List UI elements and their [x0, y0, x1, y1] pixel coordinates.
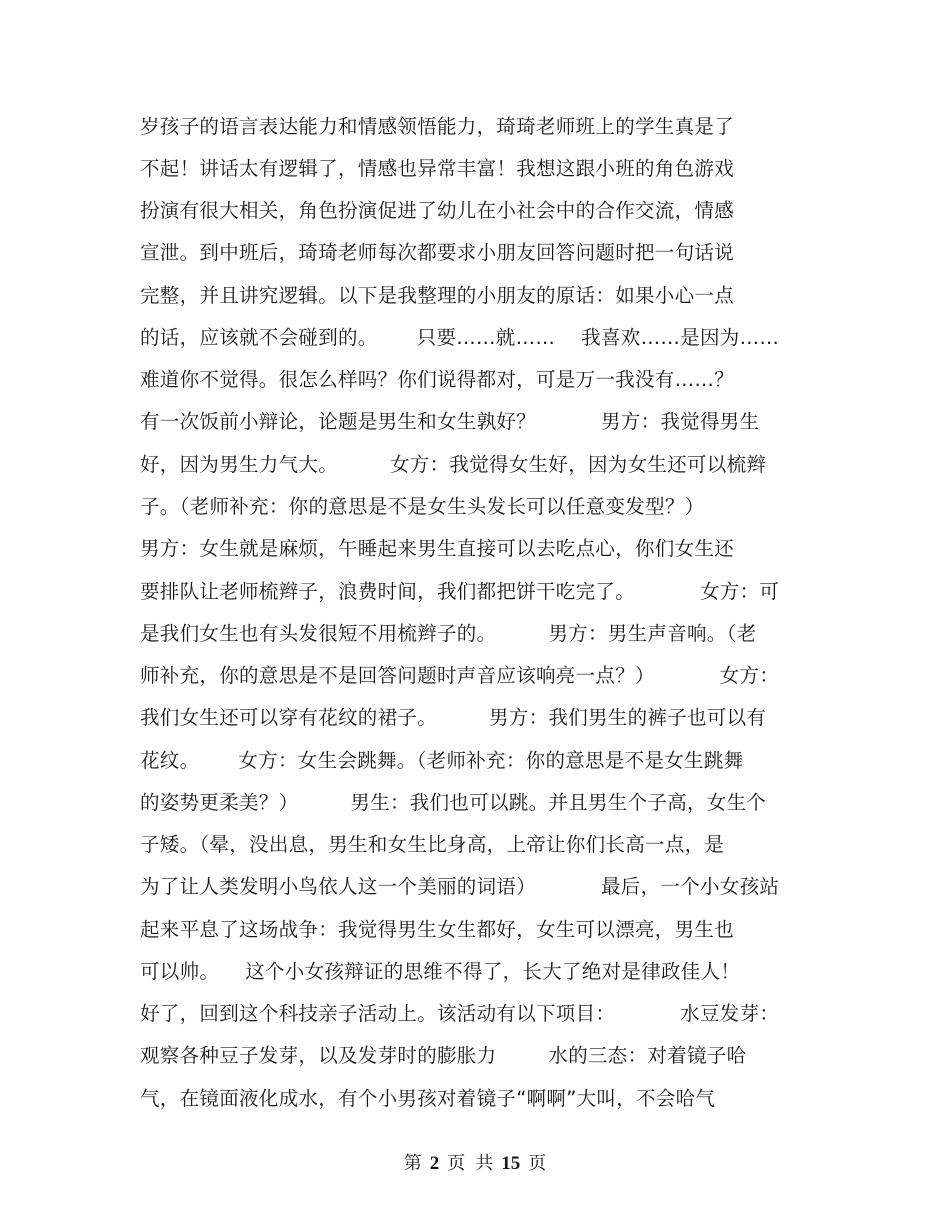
text-line: 扮演有很大相关，角色扮演促进了幼儿在小社会中的合作交流，情感 [140, 199, 735, 222]
text-line: 好，因为男生力气大。 女方：我觉得女生好，因为女生还可以梳辫 [140, 453, 767, 476]
text-line: 师补充，你的意思是不是回答问题时声音应该响亮一点？） 女方： [140, 664, 780, 687]
page-current: 2 [429, 1153, 440, 1174]
text-line: 花纹。 女方：女生会跳舞。（老师补充：你的意思是不是女生跳舞 [140, 749, 744, 772]
text-line: 宣泄。到中班后，琦琦老师每次都要求小朋友回答问题时把一句话说 [140, 241, 735, 264]
text-line: 观察各种豆子发芽，以及发芽时的膨胀力 水的三态：对着镜子哈 [140, 1044, 747, 1067]
text-line: 好了，回到这个科技亲子活动上。该活动有以下项目： 水豆发芽： [140, 1002, 780, 1025]
footer-suffix: 页 [528, 1153, 547, 1174]
text-line: 为了让人类发明小鸟依人这一个美丽的词语） 最后，一个小女孩站 [140, 875, 780, 898]
text-line: 不起！讲话太有逻辑了，情感也异常丰富！我想这跟小班的角色游戏 [140, 157, 735, 180]
text-line: 子矮。（晕，没出息，男生和女生比身高，上帝让你们长高一点，是 [140, 833, 725, 856]
text-line: 完整，并且讲究逻辑。以下是我整理的小朋友的原话：如果小心一点 [140, 284, 735, 307]
page-footer [0, 1152, 950, 1176]
text-line: 是我们女生也有头发很短不用梳辫子的。 男方：男生声音响。（老 [140, 622, 757, 645]
text-line: 可以帅。 这个小女孩辩证的思维不得了，长大了绝对是律政佳人！ [140, 960, 741, 983]
footer-word-page: 页 [447, 1153, 466, 1174]
text-line: 难道你不觉得。很怎么样吗？你们说得都对，可是万一我没有……？ [140, 368, 735, 391]
footer-prefix: 第 [403, 1153, 422, 1174]
text-line: 的话，应该就不会碰到的。 只要……就…… 我喜欢……是因为…… [140, 326, 780, 349]
text-line: 有一次饭前小辩论，论题是男生和女生孰好？ 男方：我觉得男生 [140, 410, 760, 433]
text-line: 子。（老师补充：你的意思是不是女生头发长可以任意变发型？） [140, 495, 705, 518]
text-line: 要排队让老师梳辫子，浪费时间，我们都把饼干吃完了。 女方：可 [140, 580, 780, 603]
text-line: 起来平息了这场战争：我觉得男生女生都好，女生可以漂亮，男生也 [140, 918, 735, 941]
text-line: 气，在镜面液化成水，有个小男孩对着镜子“啊啊”大叫，不会哈气 [140, 1087, 716, 1110]
text-line: 男方：女生就是麻烦，午睡起来男生直接可以去吃点心，你们女生还 [140, 537, 735, 560]
text-line: 岁孩子的语言表达能力和情感领悟能力，琦琦老师班上的学生真是了 [140, 115, 735, 138]
text-line: 我们女生还可以穿有花纹的裙子。 男方：我们男生的裤子也可以有 [140, 706, 767, 729]
page-total: 15 [501, 1153, 521, 1174]
text-line: 的姿势更柔美？） 男生：我们也可以跳。并且男生个子高，女生个 [140, 791, 767, 814]
footer-word-total: 共 [475, 1153, 494, 1174]
